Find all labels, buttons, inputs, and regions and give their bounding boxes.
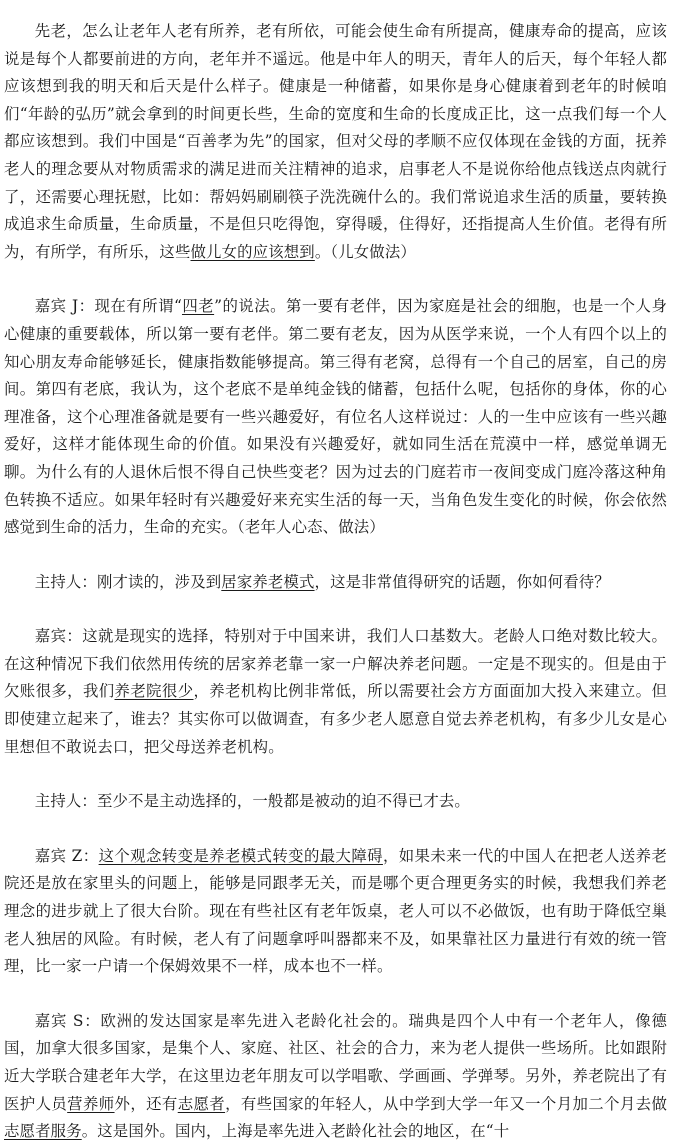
text-segment: 嘉宾：这就是现实的选择，特别对于中国来讲，我们人口基数大。老龄人口绝对数比较大。在这种情况下我们依然用传统的居家养老靠一家一户解决养老问题。一定是不现实的。但是由于欠账很多，我们	[4, 627, 667, 701]
paragraph-3	[4, 569, 667, 597]
text-segment: 嘉宾 Z：	[34, 846, 99, 865]
text-segment: ，有些国家的年轻人，从中学到大学一年又一个月加二个月去做	[225, 1094, 667, 1113]
underlined-phrase: 养老院很少	[114, 682, 194, 701]
underlined-phrase: 做儿女的应该想到	[190, 242, 315, 261]
text-segment: ”的说法。第一要有老伴，因为家庭是社会的细胞，也是一个人身心健康的重要载体，所以第一要有老伴。第二要有老友，因为从医学来说，一个人有四个以上的知心朋友寿命能够延长，健康指数能够提高。第三得有老窝，总得有一个自己的居室，自己的房间。第四有老底，我认为，这个老底不是单纯金钱的储蓄，包括什么呢，包括你的身体，你的心理准备，这个心理准备就是要有一些兴趣爱好，有位名人这样说过：人的一生中应该有一些兴趣爱好，这样才能体现生命的价值。如果没有兴趣爱好，就如同生活在荒漠中一样，感觉单调无聊。为什么有的人退休后恨不得自己快些变老？因为过去的门庭若市一夜间变成门庭冷落这种角色转换不适应。如果年轻时有兴趣爱好来充实生活的每一天，当角色发生变化的时候，你会依然感觉到生命的活力，生命的充实。（老年人心态、做法）	[4, 297, 667, 537]
text-segment: ，养老机构比例非常低，所以需要社会方方面面加大投入来建立。但即使建立起来了，谁去？其实你可以做调查，有多少老人愿意自觉去养老机构，有多少儿女是心里想但不敢说去口，把父母送养老机构。	[4, 682, 667, 756]
paragraph-6	[4, 843, 667, 981]
underlined-phrase: 四老	[181, 297, 215, 316]
paragraph-1	[4, 18, 667, 266]
underlined-phrase: 志愿者服务	[4, 1122, 82, 1141]
text-segment: ，这是非常值得研究的话题，你如何看待？	[314, 572, 610, 591]
text-segment: 外，还有	[114, 1094, 178, 1113]
text-segment: 嘉宾 S：欧洲的发达国家是率先进入老龄化社会的。瑞典是四个人中有一个老年人，像德国，加拿大很多国家，是集个人、家庭、社区、社会的合力，来为老人提供一些场所。比如跟附近大学联合建老年大学，在这里边老年朋友可以学唱歌、学画画、学弹琴。另外，养老院出了有医护人员	[4, 1011, 667, 1113]
paragraph-4	[4, 623, 667, 761]
underlined-phrase: 营养师	[67, 1094, 115, 1113]
text-segment: 主持人：刚才读的，涉及到	[34, 572, 222, 591]
paragraph-7	[4, 1008, 667, 1146]
text-segment: 嘉宾 J：现在有所谓“	[34, 297, 182, 316]
underlined-phrase: 这个观念转变是养老模式转变的最大障碍	[98, 846, 383, 865]
text-segment: 。这是国外。国内，上海是率先进入老龄化社会的地区，在“十	[81, 1122, 510, 1141]
text-segment: 先老，怎么让老年人老有所养，老有所依，可能会使生命有所提高，健康寿命的提高，应该说是每个人都要前进的方向，老年并不遥远。他是中年人的明天，青年人的后天，每个年轻人都应该想到我的明天和后天是什么样子。健康是一种储蓄，如果你是身心健康着到老年的时候咱们“年龄的弘历”就会拿到的时间更长些，生命的宽度和生命的长度成正比，这一点我们每一个人都应该想到。我们中国是“百善孝为先”的国家，但对父母的孝顺不应仅体现在金钱的方面，抚养老人的理念要从对物质需求的满足进而关注精神的追求，启事老人不是说你给他点钱送点肉就行了，还需要心理抚慰，比如：帮妈妈刷刷筷子洗洗碗什么的。我们常说追求生活的质量，要转换成追求生命质量，生命质量，不是但只吃得饱，穿得暖，住得好，还指提高人生价值。老得有所为，有所学，有所乐，这些	[4, 22, 667, 261]
paragraph-5	[4, 788, 667, 816]
paragraph-2	[4, 293, 667, 541]
text-segment: 。（儿女做法）	[314, 242, 416, 261]
underlined-phrase: 居家养老模式	[221, 572, 315, 591]
text-segment: 主持人：至少不是主动选择的，一般都是被动的迫不得已才去。	[34, 792, 470, 811]
underlined-phrase: 志愿者	[177, 1094, 226, 1113]
text-segment: ，如果未来一代的中国人在把老人送养老院还是放在家里头的问题上，能够是同跟孝无关，而是哪个更合理更务实的时候，我想我们养老理念的进步就上了很大台阶。现在有些社区有老年饭桌，老人可以不必做饭，也有助于降低空巢老人独居的风险。有时候，老人有了问题拿呼叫器都来不及，如果靠社区力量进行有效的统一管理，比一家一户请一个保姆效果不一样，成本也不一样。	[4, 846, 668, 976]
